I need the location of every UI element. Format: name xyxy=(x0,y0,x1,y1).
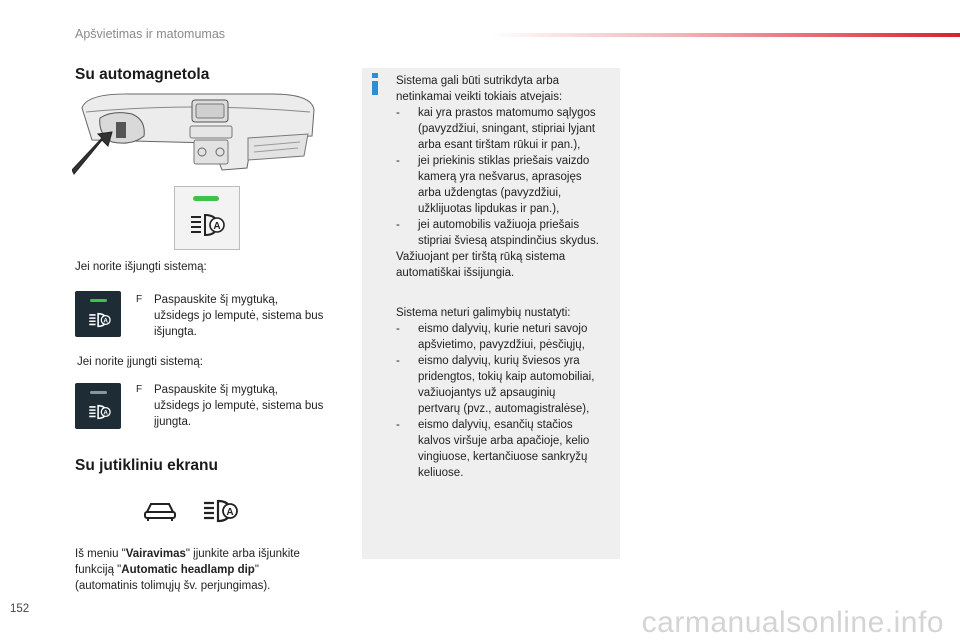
dash: - xyxy=(396,355,400,367)
page-number: 152 xyxy=(10,603,30,615)
text-line: kai yra prastos matomumo sąlygos xyxy=(418,107,596,119)
car-icon xyxy=(143,500,177,522)
text-line: arba uždengtas (pavyzdžiui, xyxy=(418,187,562,199)
text-line: jei priekinis stiklas priešais vaizdo xyxy=(418,155,590,167)
lamp-on-indicator xyxy=(193,196,219,201)
list-item xyxy=(396,105,618,153)
text-fragment: " xyxy=(254,564,259,576)
svg-text:A: A xyxy=(213,221,221,232)
text-line: Sistema gali būti sutrikdyta arba xyxy=(396,75,559,87)
auto-headlamp-icon-small xyxy=(88,311,112,329)
list-item xyxy=(396,417,618,481)
text-fragment: Iš meniu " xyxy=(75,548,126,560)
list-item xyxy=(396,153,618,217)
turn-off-step xyxy=(136,292,351,340)
text-line: kamerą yra nešvarus, aprasojęs xyxy=(418,171,582,183)
text-line: (pavyzdžiui, sningant, stipriai lyjant xyxy=(418,123,596,135)
touchscreen-instructions xyxy=(75,546,360,594)
turn-off-intro: Jei norite išjungti sistemą: xyxy=(75,261,207,273)
svg-text:A: A xyxy=(103,409,108,417)
watermark: carmanualsonline.info xyxy=(641,606,944,639)
button-lit-thumbnail xyxy=(75,291,121,337)
auto-headlamp-icon xyxy=(189,211,227,239)
running-header: Apšvietimas ir matomumas xyxy=(75,27,226,41)
text-line: Sistema neturi galimybių nustatyti: xyxy=(396,307,571,319)
dash: - xyxy=(396,155,400,167)
step-line: išjungta. xyxy=(154,326,197,338)
text-line: vingiuose, kertančiuose sankryžų xyxy=(418,451,588,463)
text-line: Važiuojant per tirštą rūką sistema xyxy=(396,251,566,263)
header-accent-line xyxy=(490,33,960,37)
text-line: važiuojantys už apsauginių xyxy=(418,387,556,399)
text-line: jei automobilis važiuoja priešais xyxy=(418,219,580,231)
text-line: automatiškai išsijungia. xyxy=(396,267,515,279)
text-fragment: " įjunkite arba išjunkite xyxy=(185,548,300,560)
dash: - xyxy=(396,219,400,231)
text-line: apšvietimo, pavyzdžiui, pėsčiųjų, xyxy=(418,339,585,351)
step-line: įjungta. xyxy=(154,416,192,428)
turn-on-step xyxy=(136,382,351,430)
dash: - xyxy=(396,107,400,119)
dashboard-illustration xyxy=(72,88,320,188)
section-heading-touchscreen: Su jutikliniu ekranu xyxy=(75,457,218,474)
step-marker: F xyxy=(136,384,143,395)
step-line: užsidegs jo lemputė, sistema bus xyxy=(154,310,324,322)
button-unlit-thumbnail xyxy=(75,383,121,429)
step-marker: F xyxy=(136,294,143,305)
text-line: stipriai šviesą atspindinčius skydus. xyxy=(418,235,599,247)
auto-headlamp-icon-small xyxy=(88,403,112,421)
text-line: kalvos viršuje arba apačioje, kelio xyxy=(418,435,590,447)
svg-text:A: A xyxy=(226,507,234,518)
text-line: pridengtos, tokių kaip automobiliai, xyxy=(418,371,595,383)
button-closeup-illustration xyxy=(174,186,240,250)
info-icon xyxy=(369,73,381,95)
list-item xyxy=(396,217,618,249)
step-line: užsidegs jo lemputė, sistema bus xyxy=(154,400,324,412)
info-content xyxy=(396,73,618,481)
text-line: netinkamai veikti tokiais atvejais: xyxy=(396,91,563,103)
step-line: Paspauskite šį mygtuką, xyxy=(154,294,279,306)
text-line: eismo dalyvių, esančių stačios xyxy=(418,419,573,431)
text-line: arba esant tirštam rūkui ir pan.), xyxy=(418,139,581,151)
auto-headlamp-icon-touchscreen xyxy=(202,497,240,525)
svg-text:A: A xyxy=(103,317,108,325)
text-line: eismo dalyvių, kurie neturi savojo xyxy=(418,323,588,335)
text-line: pertvarų (pvz., automagistralėse), xyxy=(418,403,590,415)
function-name: Automatic headlamp dip xyxy=(121,564,255,576)
lamp-on-indicator-small xyxy=(90,299,107,302)
text-line: keliuose. xyxy=(418,467,464,479)
turn-on-intro: Jei norite įjungti sistemą: xyxy=(77,356,203,368)
dash: - xyxy=(396,419,400,431)
dash: - xyxy=(396,323,400,335)
text-line: eismo dalyvių, kurių šviesos yra xyxy=(418,355,580,367)
text-line: užklijuotas lipdukas ir pan.), xyxy=(418,203,560,215)
lamp-off-indicator-small xyxy=(90,391,107,394)
text-fragment: funkciją " xyxy=(75,564,122,576)
menu-name: Vairavimas xyxy=(125,548,186,560)
section-heading-radio: Su automagnetola xyxy=(75,66,210,83)
text-fragment: (automatinis tolimųjų šv. perjungimas). xyxy=(75,580,271,592)
step-line: Paspauskite šį mygtuką, xyxy=(154,384,279,396)
list-item xyxy=(396,321,618,353)
list-item xyxy=(396,353,618,417)
